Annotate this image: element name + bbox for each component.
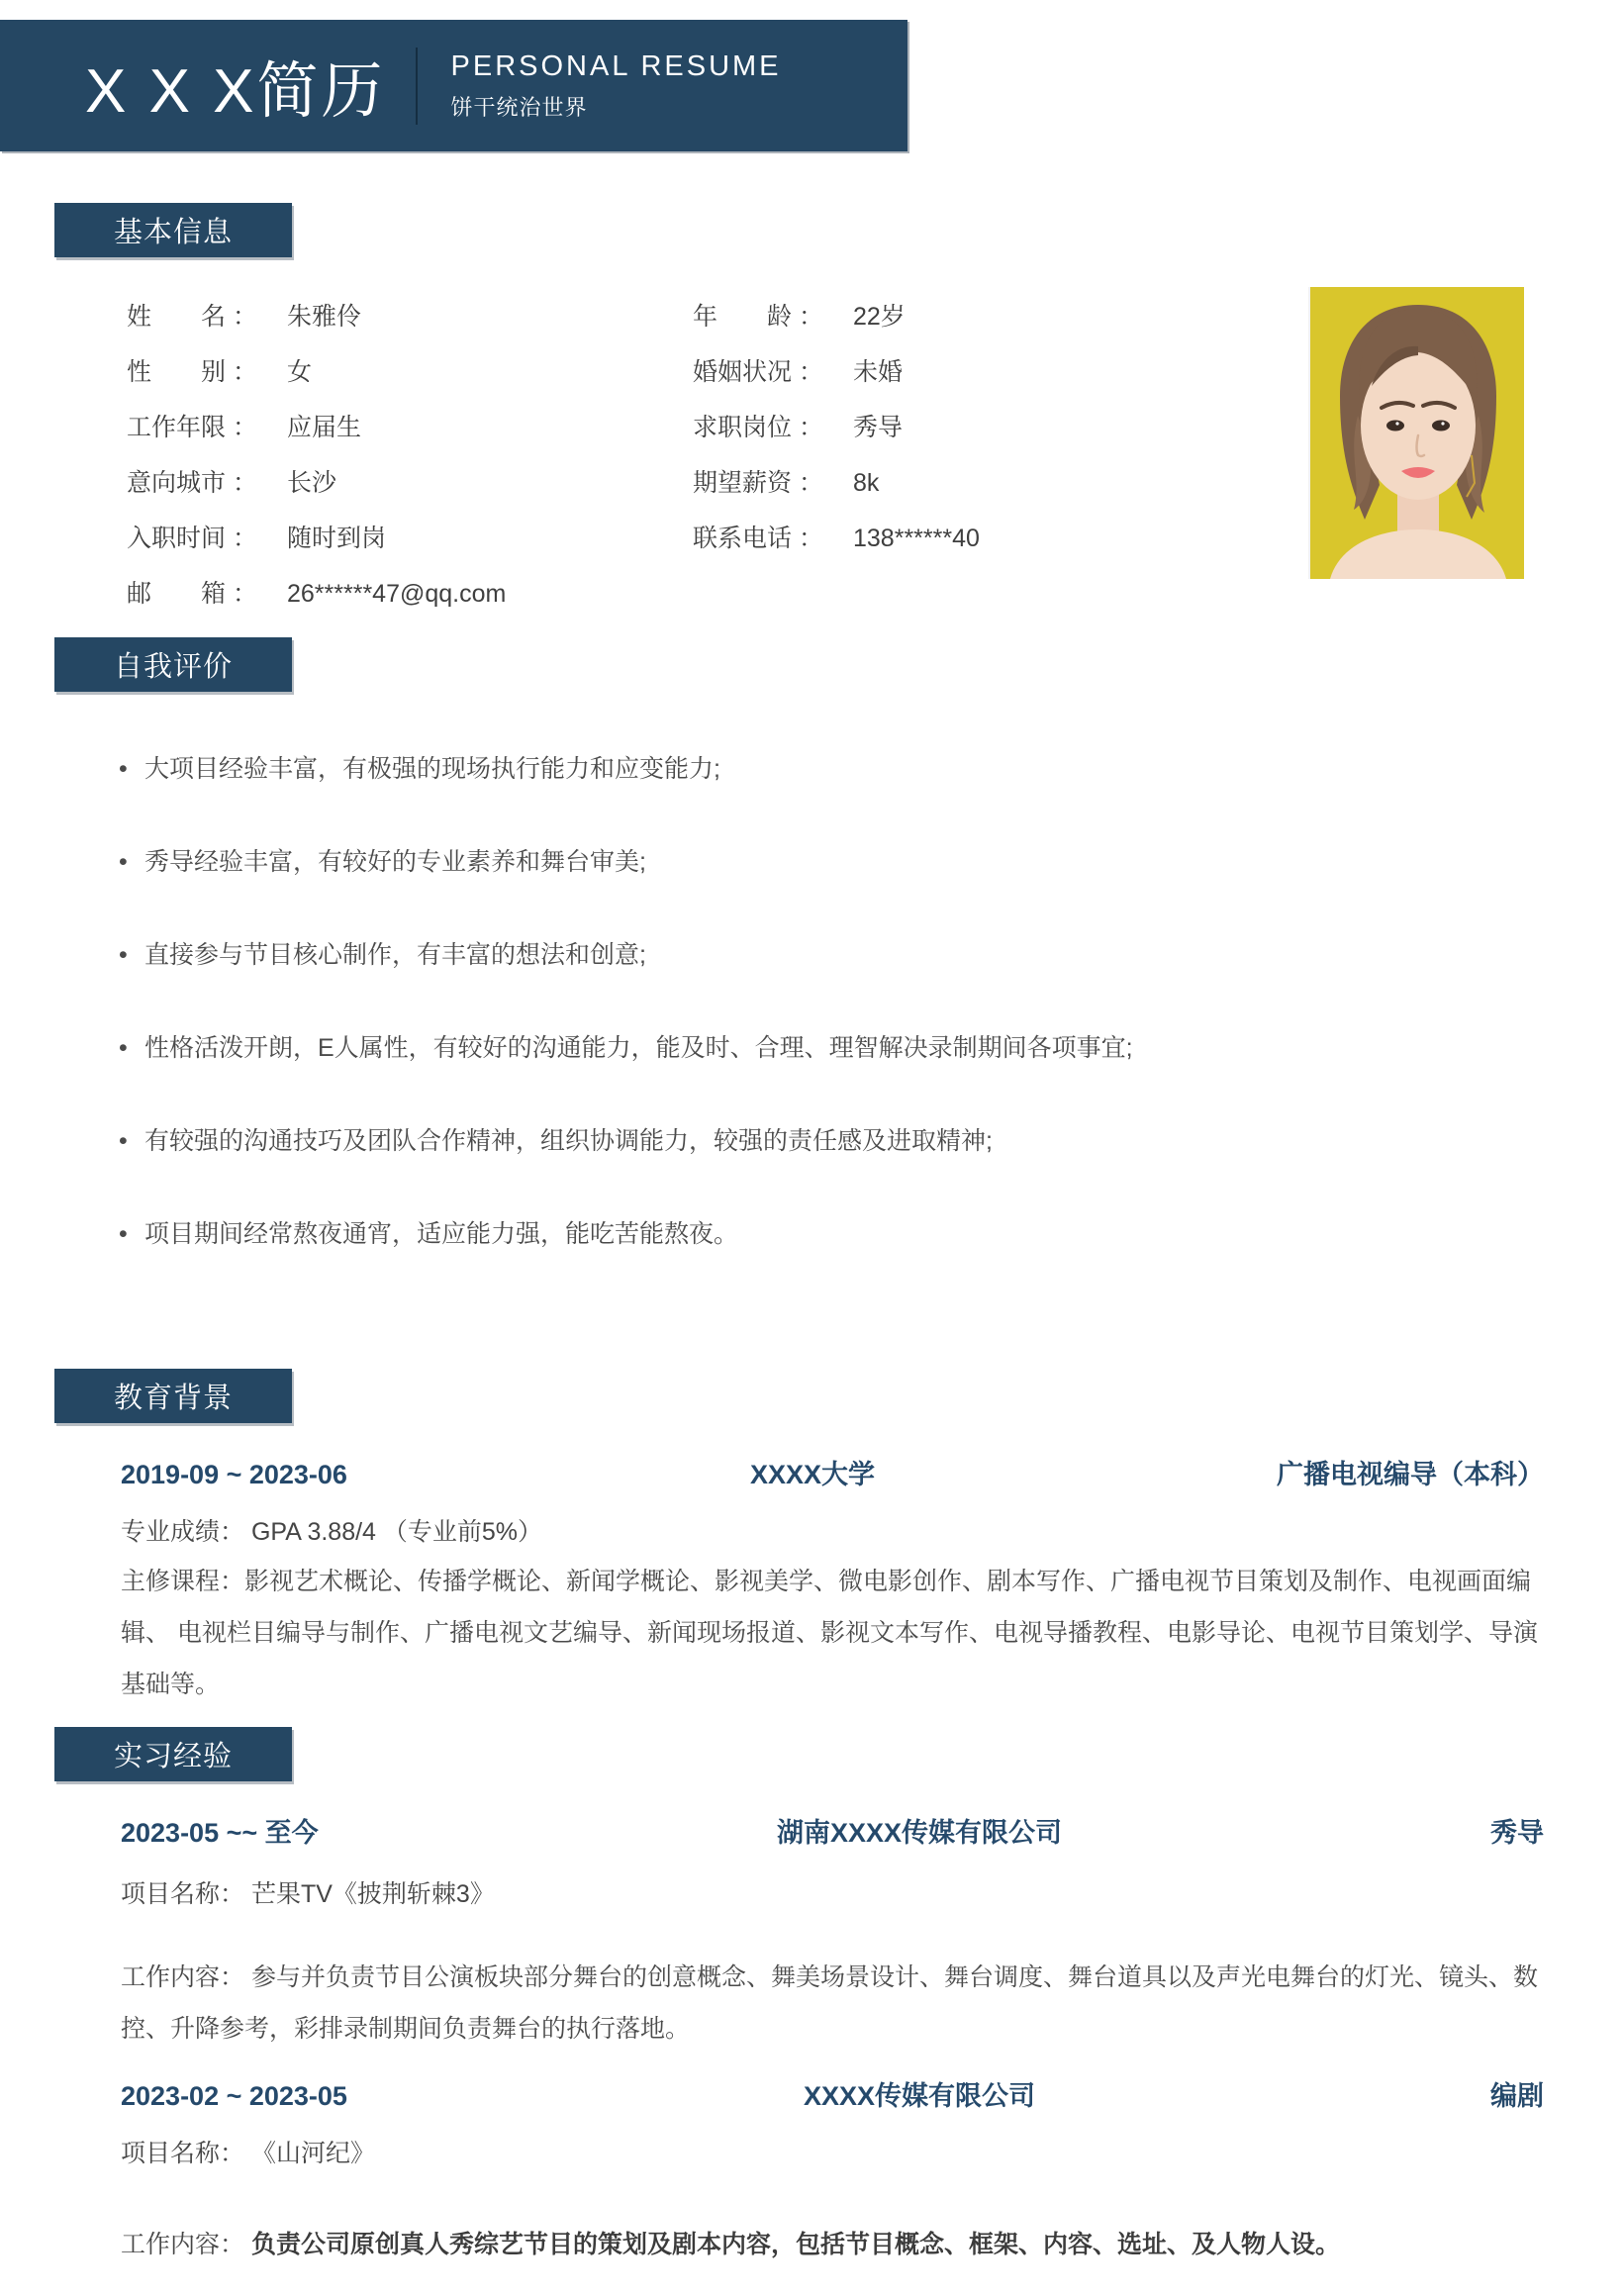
info-row-expected-salary: [693, 463, 980, 497]
field-label: 求职岗位 ：: [693, 414, 823, 441]
field-value: 秀导: [853, 414, 904, 441]
field-value: 朱雅伶: [287, 303, 362, 331]
section-header-education: 教育背景: [54, 1369, 292, 1423]
subtitle-chinese: 饼干统治世界: [450, 94, 588, 120]
list-item: [119, 1033, 1504, 1064]
field-label: 年 龄 ：: [693, 303, 823, 331]
info-row-start-date: [127, 519, 506, 552]
field-label: 期望薪资 ：: [693, 469, 823, 497]
education-courses: 主修课程：影视艺术概论、传播学概论、新闻学概论、影视美学、微电影创作、剧本写作、广播电视节目策划及制作、电视画面编辑、 电视栏目编导与制作、广播电视文艺编导、新闻现场报道、影视文本写作、电视导播教程、电影导论、电视节目策划学、导演基础等。: [121, 1568, 1538, 1698]
field-value: 随时到岗: [287, 525, 387, 552]
field-label: 姓 名 ：: [127, 303, 257, 331]
work-description: 参与并负责节目公演板块部分舞台的创意概念、舞美场景设计、舞台调度、舞台道具以及声光电舞台的灯光、镜头、数控、升降参考，彩排录制期间负责舞台的执行落地。: [121, 1963, 1538, 2043]
list-item: [119, 754, 1504, 785]
profile-photo: [1308, 287, 1524, 579]
bullet-text: 秀导经验丰富，有较好的专业素养和舞台审美;: [144, 848, 646, 876]
section-header-basic-info: 基本信息: [54, 203, 292, 257]
field-label: 性 别 ：: [127, 358, 257, 386]
education-period: 2019-09 ~ 2023-06: [121, 1460, 347, 1489]
bullet-text: 直接参与节目核心制作，有丰富的想法和创意;: [144, 941, 646, 969]
field-label: 意向城市 ：: [127, 469, 257, 497]
section-header-internship: 实习经验: [54, 1727, 292, 1781]
header-band: [0, 20, 907, 151]
list-item: [119, 1219, 1504, 1250]
list-item: [119, 847, 1504, 878]
education-school: XXXX大学: [749, 1460, 876, 1489]
bullet-icon: •: [119, 1220, 128, 1248]
field-value: 8k: [853, 469, 880, 497]
project-name: 芒果TV《披荆斩棘3》: [250, 1880, 495, 1908]
internship-work-content: [121, 1952, 1544, 2055]
basic-info-left-column: [127, 297, 506, 629]
info-row-phone: [693, 519, 980, 552]
project-label: 项目名称：: [121, 1880, 245, 1908]
field-value: 22岁: [853, 303, 906, 331]
info-row-marital-status: [693, 352, 980, 386]
field-value: 26******47@qq.com: [287, 580, 507, 608]
list-item: [119, 940, 1504, 971]
bullet-icon: •: [119, 1127, 128, 1155]
resume-title: X X X简历: [85, 57, 386, 126]
field-label: 入职时间 ：: [127, 525, 257, 552]
bullet-text: 性格活泼开朗，E人属性，有较好的沟通能力，能及时、合理、理智解决录制期间各项事宜;: [144, 1034, 1133, 1062]
field-label: 邮 箱 ：: [127, 580, 257, 608]
internship-entry-header: [121, 1811, 1544, 1850]
internship-project: [121, 2134, 1544, 2169]
bullet-icon: •: [119, 848, 128, 876]
info-row-gender: [127, 352, 506, 386]
field-label: 工作年限 ：: [127, 414, 257, 441]
project-name: 《山河纪》: [250, 2140, 375, 2167]
internship-period: 2023-02 ~ 2023-05: [121, 2081, 347, 2111]
bullet-text: 项目期间经常熬夜通宵，适应能力强，能吃苦能熬夜。: [144, 1220, 739, 1248]
basic-info-right-column: [693, 297, 980, 574]
info-row-target-position: [693, 408, 980, 441]
info-row-target-city: [127, 463, 506, 497]
field-label: 联系电话 ：: [693, 525, 823, 552]
internship-entry-header: [121, 2074, 1544, 2113]
internship-work-content: [121, 2219, 1544, 2270]
field-label: 婚姻状况 ：: [693, 358, 823, 386]
field-value: 138******40: [853, 525, 980, 552]
bullet-text: 有较强的沟通技巧及团队合作精神，组织协调能力，较强的责任感及进取精神;: [144, 1127, 993, 1155]
internship-project: [121, 1874, 1544, 1910]
header-subtitle-group: [451, 50, 782, 122]
work-label: 工作内容：: [121, 2231, 245, 2258]
info-row-age: [693, 297, 980, 331]
work-description: 负责公司原创真人秀综艺节目的策划及剧本内容，包括节目概念、框架、内容、选址、及人物人设。: [250, 2231, 1340, 2258]
education-major-degree: 广播电视编导（本科）: [1277, 1460, 1544, 1489]
internship-role: 秀导: [1490, 1818, 1544, 1848]
self-evaluation-list: [119, 754, 1504, 1312]
internship-company: XXXX传媒有限公司: [803, 2081, 1036, 2111]
field-value: 长沙: [287, 469, 337, 497]
project-label: 项目名称：: [121, 2140, 245, 2167]
header-divider: [416, 48, 418, 125]
section-header-self-evaluation: 自我评价: [54, 637, 292, 692]
info-row-experience-years: [127, 408, 506, 441]
bullet-icon: •: [119, 1034, 128, 1062]
education-gpa: 专业成绩： GPA 3.88/4 （专业前5%）: [121, 1518, 543, 1546]
bullet-text: 大项目经验丰富，有极强的现场执行能力和应变能力;: [144, 755, 720, 783]
internship-role: 编剧: [1490, 2081, 1544, 2111]
field-value: 未婚: [853, 358, 904, 386]
list-item: [119, 1126, 1504, 1157]
info-row-email: [127, 574, 507, 608]
work-label: 工作内容：: [121, 1963, 245, 1991]
field-value: 女: [287, 358, 313, 386]
education-entry-header: [121, 1453, 1544, 1491]
internship-period: 2023-05 ~~ 至今: [121, 1818, 319, 1848]
info-row-name: [127, 297, 506, 331]
bullet-icon: •: [119, 755, 128, 783]
field-value: 应届生: [287, 414, 362, 441]
bullet-icon: •: [119, 941, 128, 969]
internship-company: 湖南XXXX传媒有限公司: [776, 1818, 1063, 1848]
profile-photo-illustration: [1310, 287, 1524, 579]
subtitle-english: PERSONAL RESUME: [450, 49, 782, 82]
